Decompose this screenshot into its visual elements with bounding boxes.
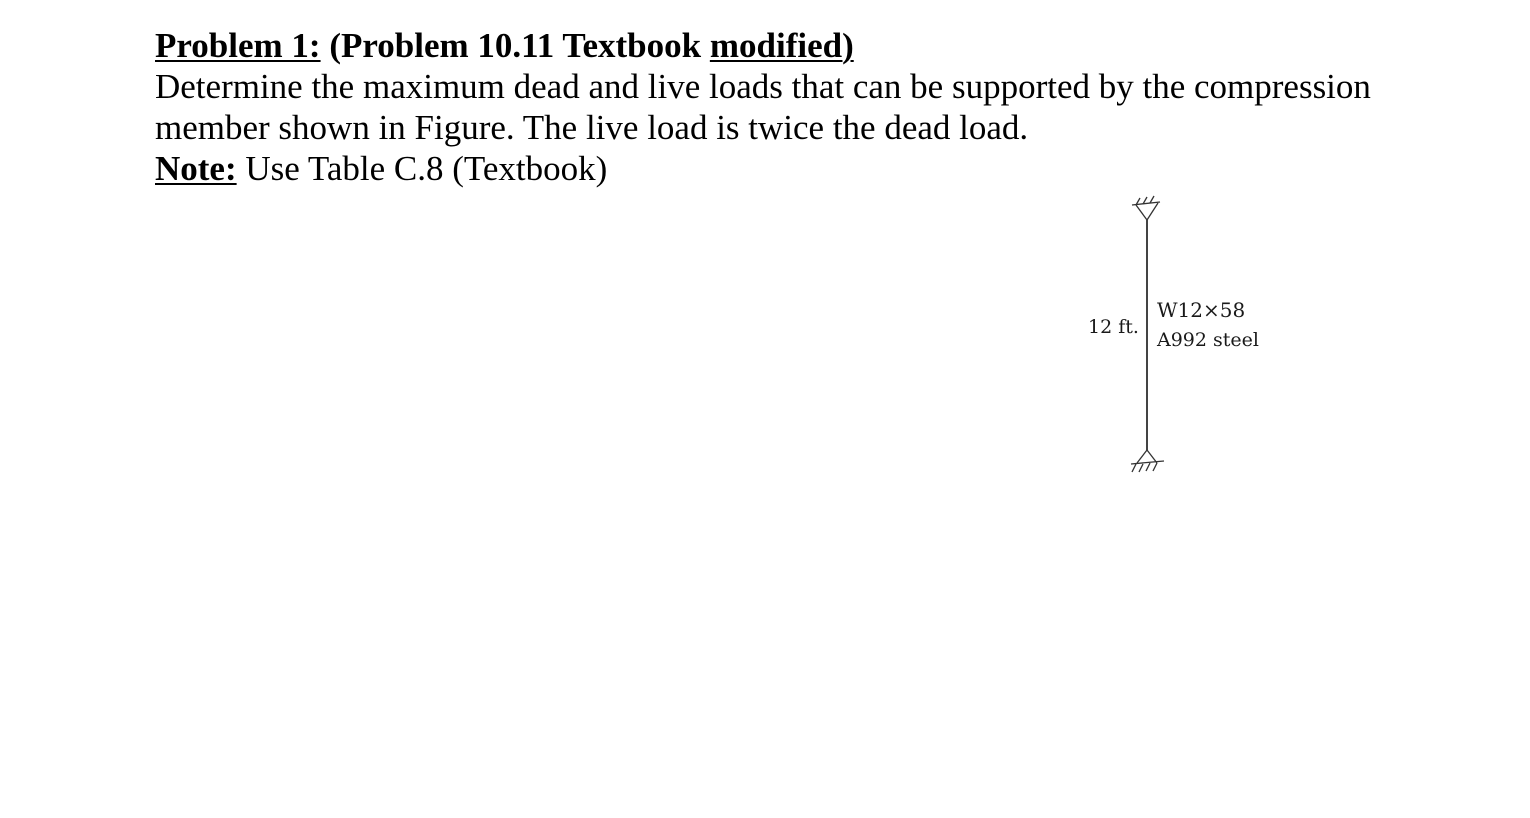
problem-source: (Problem 10.11 Textbook bbox=[329, 26, 710, 65]
problem-description-line-2: member shown in Figure. The live load is twice the dead load. bbox=[155, 108, 1029, 147]
note-label: Note: bbox=[155, 149, 237, 188]
bottom-pin-support bbox=[1131, 450, 1164, 472]
problem-number: Problem 1: bbox=[155, 26, 321, 65]
problem-statement bbox=[155, 25, 1455, 189]
top-pin-support bbox=[1132, 196, 1160, 220]
length-label: 12 ft. bbox=[1088, 316, 1139, 338]
problem-note bbox=[155, 148, 1455, 189]
problem-description-line-1: Determine the maximum dead and live loads that can be supported by the compression bbox=[155, 67, 1371, 106]
problem-modified: modified) bbox=[709, 26, 854, 65]
column-figure bbox=[1080, 188, 1280, 488]
note-text: Use Table C.8 (Textbook) bbox=[236, 149, 608, 188]
material-label: A992 steel bbox=[1157, 329, 1259, 351]
problem-heading bbox=[155, 25, 1455, 66]
section-label: W12×58 bbox=[1157, 298, 1246, 322]
